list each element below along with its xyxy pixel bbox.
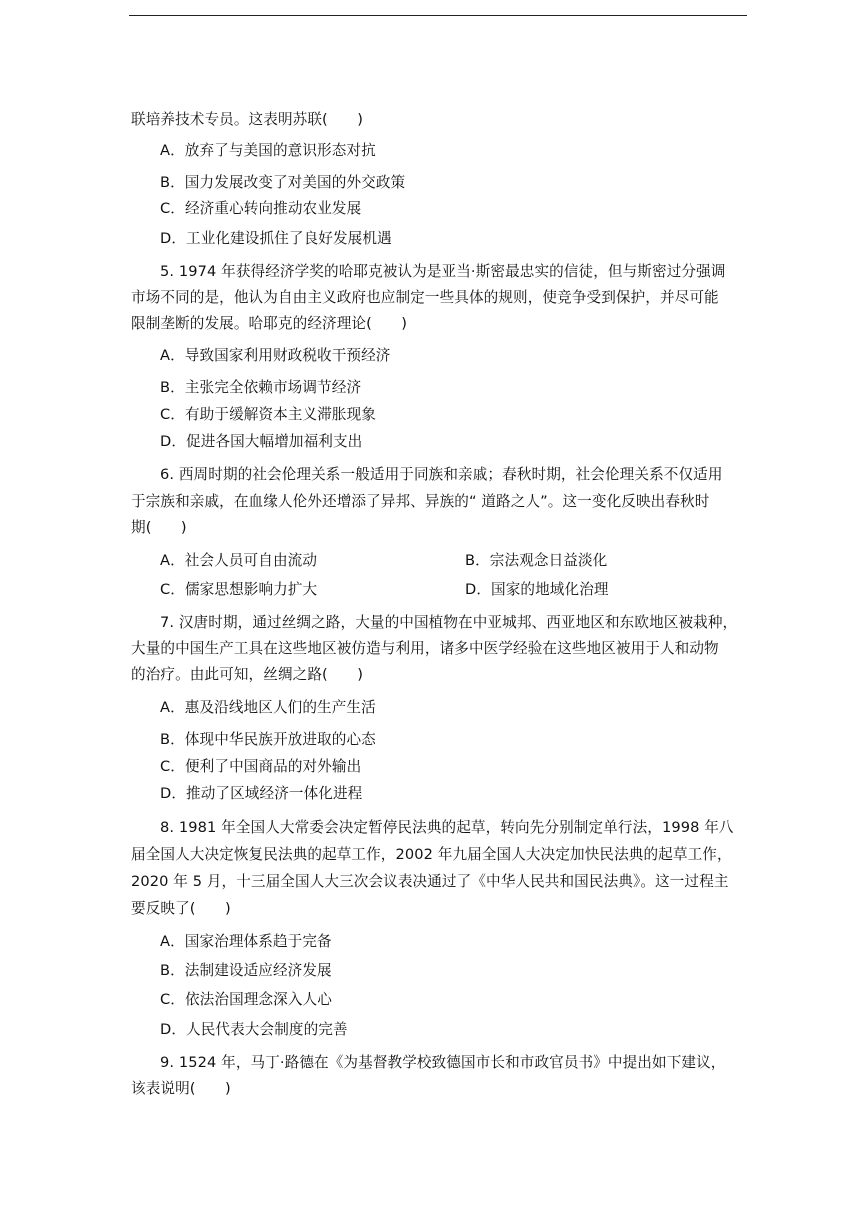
q6-option-b: B．宗法观念日益淡化 bbox=[465, 552, 608, 569]
q7-option-a: A．惠及沿线地区人们的生产生活 bbox=[160, 699, 376, 716]
q8-stem-line-2: 届全国人大决定恢复民法典的起草工作，2002 年九届全国人大决定加快民法典的起草工作， bbox=[131, 846, 732, 863]
q5-stem-line-1: 5. 1974 年获得经济学奖的哈耶克被认为是亚当·斯密最忠实的信徒，但与斯密过分强调 bbox=[160, 263, 726, 280]
q6-option-a: A．社会人员可自由流动 bbox=[160, 552, 318, 569]
q8-stem-line-4: 要反映了( ) bbox=[131, 900, 231, 917]
q7-stem-line-2: 大量的中国生产工具在这些地区被仿造与利用，诸多中医学经验在这些地区被用于人和动物 bbox=[131, 640, 719, 657]
q5-stem-line-2: 市场不同的是，他认为自由主义政府也应制定一些具体的规则，使竞争受到保护，并尽可能 bbox=[131, 289, 719, 306]
q4-stem-tail: 联培养技术专员。这表明苏联( ) bbox=[131, 111, 363, 128]
header-rule bbox=[129, 15, 747, 16]
q8-stem-line-1: 8. 1981 年全国人大常委会决定暂停民法典的起草，转向先分别制定单行法，1998 年八 bbox=[160, 819, 734, 836]
q7-stem-line-1: 7. 汉唐时期，通过丝绸之路，大量的中国植物在中亚城邦、西亚地区和东欧地区被栽种， bbox=[160, 614, 738, 631]
q8-option-a: A．国家治理体系趋于完备 bbox=[160, 933, 332, 950]
q9-stem-line-1: 9. 1524 年，马丁·路德在《为基督教学校致德国市长和市政官员书》中提出如下建议， bbox=[160, 1054, 726, 1071]
q6-option-c: C．儒家思想影响力扩大 bbox=[160, 581, 318, 598]
q6-stem-line-2: 于宗族和亲戚，在血缘人伦外还增添了异邦、异族的“ 道路之人”。这一变化反映出春秋时 bbox=[131, 493, 710, 510]
q6-option-d: D．国家的地域化治理 bbox=[465, 581, 609, 598]
q7-stem-line-3: 的治疗。由此可知，丝绸之路( ) bbox=[131, 666, 363, 683]
q7-option-b: B．体现中华民族开放进取的心态 bbox=[160, 731, 376, 748]
q5-option-a: A．导致国家利用财政税收干预经济 bbox=[160, 347, 391, 364]
q7-option-c: C．便利了中国商品的对外输出 bbox=[160, 758, 362, 775]
q4-option-b: B．国力发展改变了对美国的外交政策 bbox=[160, 174, 406, 191]
q8-option-b: B．法制建设适应经济发展 bbox=[160, 962, 332, 979]
q9-stem-line-2: 该表说明( ) bbox=[131, 1080, 231, 1097]
q4-option-c: C．经济重心转向推动农业发展 bbox=[160, 200, 362, 217]
q8-stem-line-3: 2020 年 5 月，十三届全国人大三次会议表决通过了《中华人民共和国民法典》。这一过程主 bbox=[131, 873, 729, 890]
q4-option-d: D．工业化建设抓住了良好发展机遇 bbox=[160, 230, 392, 247]
q8-option-c: C．依法治国理念深入人心 bbox=[160, 991, 332, 1008]
q5-option-b: B．主张完全依赖市场调节经济 bbox=[160, 379, 362, 396]
q6-stem-line-3: 期( ) bbox=[131, 519, 187, 536]
q7-option-d: D．推动了区域经济一体化进程 bbox=[160, 785, 363, 802]
q5-option-d: D．促进各国大幅增加福利支出 bbox=[160, 433, 363, 450]
q8-option-d: D．人民代表大会制度的完善 bbox=[160, 1021, 348, 1038]
q5-option-c: C．有助于缓解资本主义滞胀现象 bbox=[160, 406, 377, 423]
q4-option-a: A．放弃了与美国的意识形态对抗 bbox=[160, 142, 376, 159]
q5-stem-line-3: 限制垄断的发展。哈耶克的经济理论( ) bbox=[131, 315, 408, 332]
q6-stem-line-1: 6. 西周时期的社会伦理关系一般适用于同族和亲戚；春秋时期，社会伦理关系不仅适用 bbox=[160, 466, 723, 483]
